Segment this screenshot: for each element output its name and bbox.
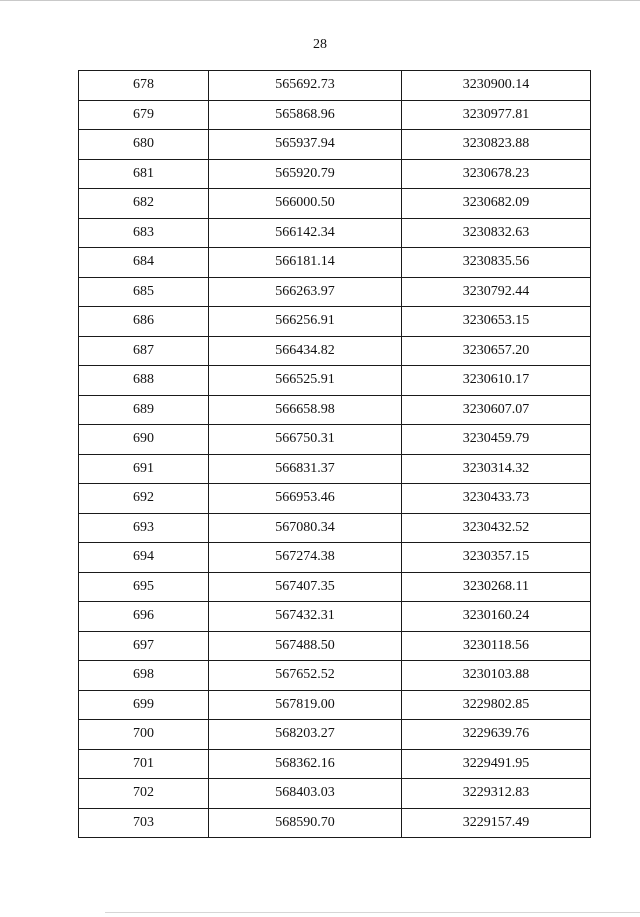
x-coordinate-cell: 566263.97 [209,277,402,307]
x-coordinate-cell: 566142.34 [209,218,402,248]
y-coordinate-cell: 3230607.07 [402,395,591,425]
coordinate-table-body [79,71,591,838]
y-coordinate-cell: 3230160.24 [402,602,591,632]
table-row [79,189,591,219]
table-row [79,248,591,278]
x-coordinate-cell: 565692.73 [209,71,402,101]
table-row [79,779,591,809]
table-row [79,425,591,455]
y-coordinate-cell: 3230835.56 [402,248,591,278]
x-coordinate-cell: 566256.91 [209,307,402,337]
y-coordinate-cell: 3229157.49 [402,808,591,838]
y-coordinate-cell: 3230653.15 [402,307,591,337]
point-number-cell: 686 [79,307,209,337]
x-coordinate-cell: 567080.34 [209,513,402,543]
x-coordinate-cell: 568362.16 [209,749,402,779]
x-coordinate-cell: 567407.35 [209,572,402,602]
table-row [79,395,591,425]
point-number-cell: 683 [79,218,209,248]
point-number-cell: 685 [79,277,209,307]
point-number-cell: 697 [79,631,209,661]
page-number: 28 [313,37,327,52]
y-coordinate-cell: 3229639.76 [402,720,591,750]
point-number-cell: 692 [79,484,209,514]
table-row [79,277,591,307]
x-coordinate-cell: 566525.91 [209,366,402,396]
scan-top-edge [0,0,640,1]
y-coordinate-cell: 3230433.73 [402,484,591,514]
y-coordinate-cell: 3230900.14 [402,71,591,101]
table-row [79,159,591,189]
point-number-cell: 700 [79,720,209,750]
table-row [79,218,591,248]
table-row [79,690,591,720]
y-coordinate-cell: 3230792.44 [402,277,591,307]
point-number-cell: 703 [79,808,209,838]
y-coordinate-cell: 3230118.56 [402,631,591,661]
point-number-cell: 679 [79,100,209,130]
point-number-cell: 687 [79,336,209,366]
x-coordinate-cell: 566750.31 [209,425,402,455]
point-number-cell: 695 [79,572,209,602]
point-number-cell: 699 [79,690,209,720]
point-number-cell: 680 [79,130,209,160]
point-number-cell: 688 [79,366,209,396]
coordinate-table [78,70,591,838]
y-coordinate-cell: 3229802.85 [402,690,591,720]
x-coordinate-cell: 565937.94 [209,130,402,160]
y-coordinate-cell: 3230432.52 [402,513,591,543]
y-coordinate-cell: 3230977.81 [402,100,591,130]
x-coordinate-cell: 566658.98 [209,395,402,425]
x-coordinate-cell: 566000.50 [209,189,402,219]
x-coordinate-cell: 566831.37 [209,454,402,484]
y-coordinate-cell: 3229491.95 [402,749,591,779]
point-number-cell: 691 [79,454,209,484]
table-row [79,336,591,366]
point-number-cell: 701 [79,749,209,779]
y-coordinate-cell: 3230682.09 [402,189,591,219]
point-number-cell: 696 [79,602,209,632]
table-row [79,808,591,838]
table-row [79,71,591,101]
y-coordinate-cell: 3230314.32 [402,454,591,484]
point-number-cell: 694 [79,543,209,573]
table-row [79,572,591,602]
point-number-cell: 690 [79,425,209,455]
x-coordinate-cell: 567274.38 [209,543,402,573]
y-coordinate-cell: 3230657.20 [402,336,591,366]
table-row [79,749,591,779]
table-row [79,513,591,543]
table-row [79,130,591,160]
x-coordinate-cell: 567819.00 [209,690,402,720]
point-number-cell: 681 [79,159,209,189]
table-row [79,454,591,484]
x-coordinate-cell: 566181.14 [209,248,402,278]
y-coordinate-cell: 3229312.83 [402,779,591,809]
y-coordinate-cell: 3230678.23 [402,159,591,189]
x-coordinate-cell: 568203.27 [209,720,402,750]
table-row [79,366,591,396]
table-row [79,100,591,130]
table-row [79,720,591,750]
y-coordinate-cell: 3230832.63 [402,218,591,248]
x-coordinate-cell: 568403.03 [209,779,402,809]
point-number-cell: 689 [79,395,209,425]
point-number-cell: 682 [79,189,209,219]
y-coordinate-cell: 3230823.88 [402,130,591,160]
scan-bottom-edge [105,912,640,913]
point-number-cell: 702 [79,779,209,809]
x-coordinate-cell: 565920.79 [209,159,402,189]
x-coordinate-cell: 567488.50 [209,631,402,661]
table-row [79,661,591,691]
table-row [79,602,591,632]
table-row [79,484,591,514]
x-coordinate-cell: 565868.96 [209,100,402,130]
x-coordinate-cell: 567432.31 [209,602,402,632]
y-coordinate-cell: 3230103.88 [402,661,591,691]
x-coordinate-cell: 568590.70 [209,808,402,838]
point-number-cell: 698 [79,661,209,691]
table-row [79,307,591,337]
table-row [79,631,591,661]
y-coordinate-cell: 3230459.79 [402,425,591,455]
point-number-cell: 678 [79,71,209,101]
x-coordinate-cell: 566434.82 [209,336,402,366]
point-number-cell: 693 [79,513,209,543]
y-coordinate-cell: 3230610.17 [402,366,591,396]
x-coordinate-cell: 566953.46 [209,484,402,514]
point-number-cell: 684 [79,248,209,278]
y-coordinate-cell: 3230268.11 [402,572,591,602]
y-coordinate-cell: 3230357.15 [402,543,591,573]
x-coordinate-cell: 567652.52 [209,661,402,691]
table-row [79,543,591,573]
